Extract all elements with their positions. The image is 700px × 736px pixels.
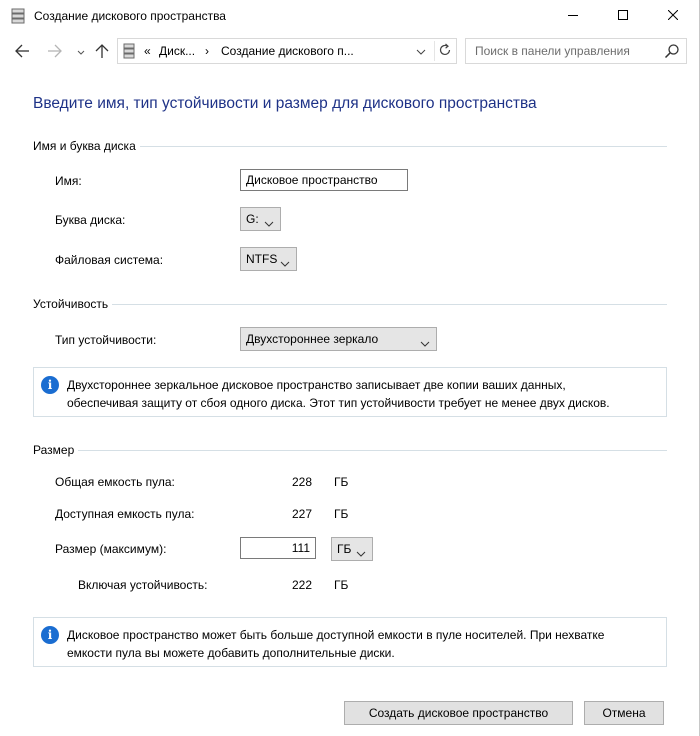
including-resiliency-value: 222 [291, 578, 312, 592]
info-icon: i [41, 376, 59, 394]
cancel-button[interactable]: Отмена [584, 701, 664, 725]
refresh-button[interactable] [434, 41, 454, 61]
file-system-label: Файловая система: [55, 253, 164, 267]
breadcrumb-storage-spaces[interactable]: Диск... [159, 44, 196, 58]
total-pool-capacity-label: Общая емкость пула: [55, 475, 175, 489]
refresh-icon [438, 43, 452, 60]
breadcrumb-overflow[interactable]: « [144, 44, 151, 58]
recent-locations-button[interactable] [71, 42, 91, 62]
info-icon: i [41, 626, 59, 644]
search-icon[interactable] [664, 43, 680, 62]
drive-letter-label: Буква диска: [55, 213, 126, 227]
size-label: Размер (максимум): [55, 542, 167, 556]
breadcrumb-separator: › [205, 44, 209, 58]
minimize-icon [568, 9, 578, 23]
title-bar [0, 0, 700, 32]
storage-spaces-icon [11, 8, 25, 24]
drive-letter-select[interactable] [240, 207, 281, 231]
window-title: Создание дискового пространства [34, 9, 226, 23]
resiliency-type-label: Тип устойчивости: [55, 333, 157, 347]
chevron-down-icon [280, 256, 290, 270]
resiliency-info-line: обеспечивая защиту от сбоя одного диска. Этот тип устойчивости требует не менее двух дисков. [67, 396, 610, 410]
resiliency-info-text [67, 376, 667, 412]
maximize-button[interactable] [600, 0, 646, 32]
size-group-title: Размер [33, 443, 78, 457]
arrow-right-icon [47, 43, 63, 62]
back-button[interactable] [12, 42, 32, 62]
drive-letter-value: G: [246, 212, 259, 226]
name-field[interactable]: Дисковое пространство [240, 169, 408, 191]
size-group-divider [40, 450, 667, 451]
chevron-down-icon [420, 336, 430, 350]
chevron-down-icon [77, 45, 85, 59]
resiliency-type-value: Двухстороннее зеркало [246, 332, 379, 346]
address-dropdown-button[interactable] [412, 42, 430, 60]
search-placeholder: Поиск в панели управления [475, 44, 630, 58]
including-resiliency-unit: ГБ [334, 578, 349, 592]
total-pool-capacity-value: 228 [291, 475, 312, 489]
resiliency-type-select[interactable] [240, 327, 437, 351]
name-label: Имя: [55, 174, 82, 188]
address-bar[interactable] [117, 38, 457, 64]
available-pool-capacity-value: 227 [291, 507, 312, 521]
up-button[interactable] [92, 42, 112, 62]
chevron-down-icon [264, 216, 274, 230]
resiliency-info-box [33, 367, 667, 417]
size-info-line: емкости пула вы можете добавить дополнительные диски. [67, 646, 395, 660]
create-storage-space-button[interactable]: Создать дисковое пространство [344, 701, 573, 725]
resiliency-info-line: Двухстороннее зеркальное дисковое пространство записывает две копии ваших данных, [67, 378, 566, 392]
file-system-value: NTFS [246, 252, 278, 266]
arrow-up-icon [94, 43, 110, 62]
size-info-box [33, 617, 667, 667]
name-group-title: Имя и буква диска [33, 139, 140, 153]
maximize-icon [618, 9, 628, 23]
available-pool-capacity-unit: ГБ [334, 507, 349, 521]
available-pool-capacity-label: Доступная емкость пула: [55, 507, 195, 521]
close-button[interactable] [650, 0, 696, 32]
close-icon [668, 9, 678, 23]
size-info-line: Дисковое пространство может быть больше доступной емкости в пуле носителей. При нехватке [67, 628, 605, 642]
resiliency-group-title: Устойчивость [33, 297, 112, 311]
size-field[interactable]: 111 [240, 537, 316, 559]
total-pool-capacity-unit: ГБ [334, 475, 349, 489]
search-input[interactable] [465, 38, 687, 64]
size-info-text [67, 626, 667, 662]
arrow-left-icon [14, 43, 30, 62]
including-resiliency-label: Включая устойчивость: [78, 578, 208, 592]
storage-spaces-icon [123, 43, 135, 62]
chevron-down-icon [356, 546, 366, 560]
forward-button[interactable] [45, 42, 65, 62]
resiliency-group-divider [40, 304, 667, 305]
chevron-down-icon [416, 44, 426, 58]
size-unit-select[interactable] [331, 537, 373, 561]
file-system-select[interactable] [240, 247, 297, 271]
size-unit-value: ГБ [337, 542, 352, 556]
page-title: Введите имя, тип устойчивости и размер для дискового пространства [33, 95, 537, 112]
breadcrumb-create-storage-space[interactable]: Создание дискового п... [221, 44, 354, 58]
minimize-button[interactable] [550, 0, 596, 32]
